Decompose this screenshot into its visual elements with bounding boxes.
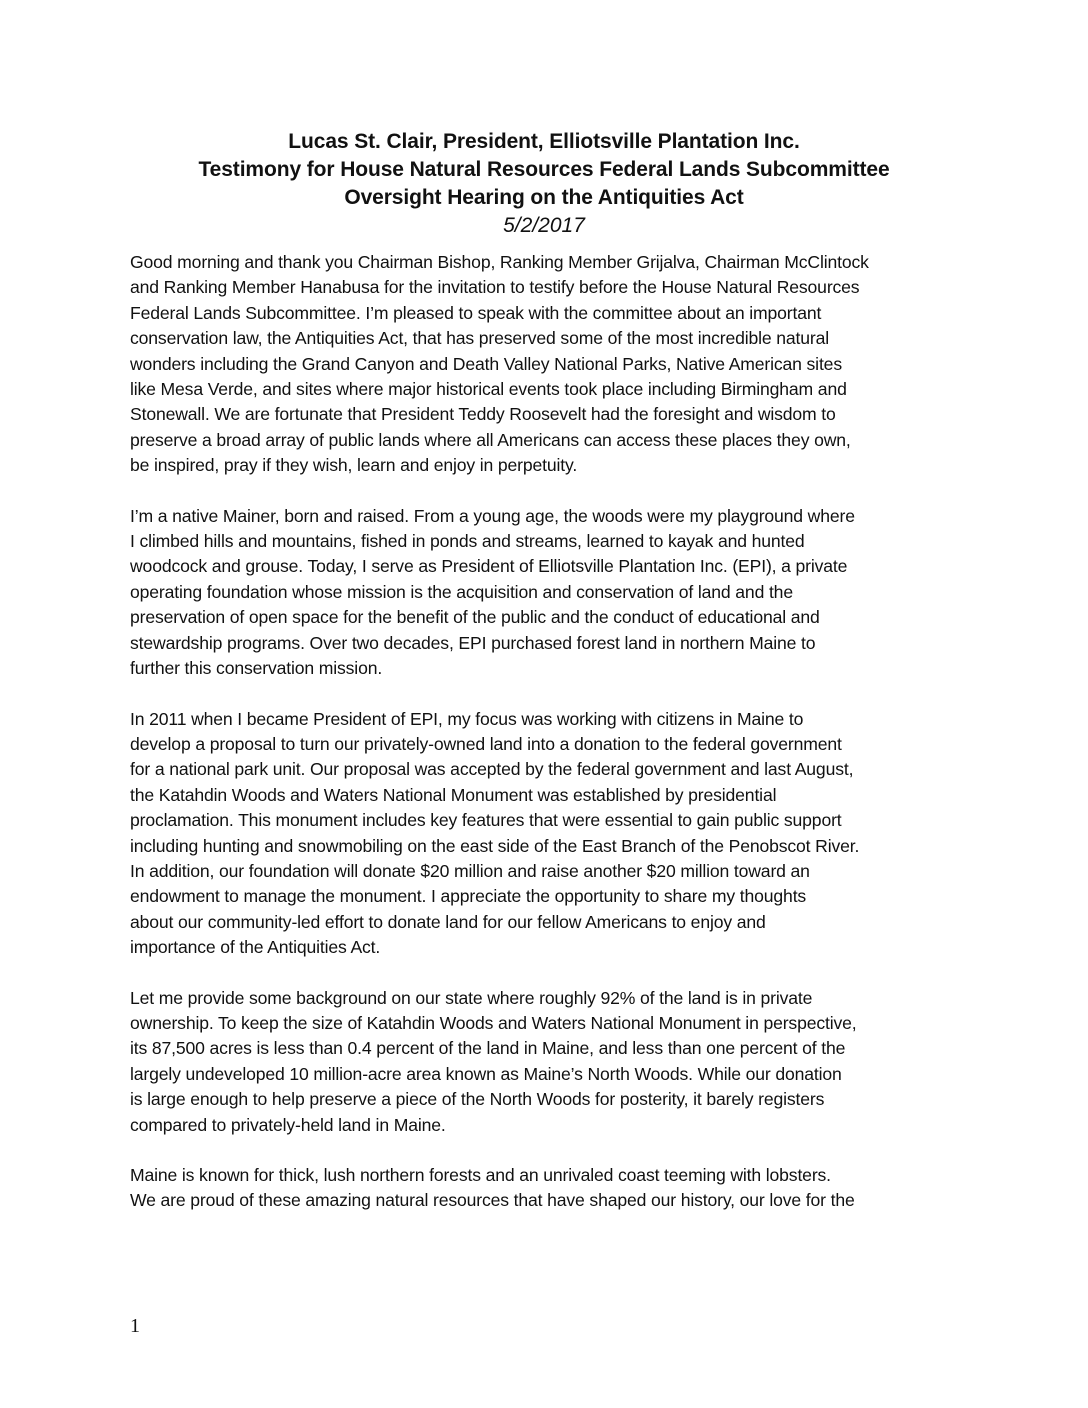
paragraph-line: Federal Lands Subcommittee. I’m pleased to speak with the committee about an important <box>130 302 822 323</box>
paragraph-line: the Katahdin Woods and Waters National Monument was established by presidential <box>130 784 777 805</box>
paragraph-line: In 2011 when I became President of EPI, my focus was working with citizens in Maine to <box>130 708 804 729</box>
paragraph-line: preservation of open space for the benefit of the public and the conduct of educational and <box>130 607 820 628</box>
paragraph-line: We are proud of these amazing natural resources that have shaped our history, our love for the <box>130 1190 855 1211</box>
paragraph-line: further this conservation mission. <box>130 658 383 679</box>
paragraph-line: importance of the Antiquities Act. <box>130 937 381 958</box>
paragraph-line: like Mesa Verde, and sites where major historical events took place including Birmingham and <box>130 379 847 400</box>
body-paragraph <box>130 250 970 479</box>
body-paragraph <box>130 707 970 961</box>
body-paragraph <box>130 986 970 1138</box>
paragraph-line: and Ranking Member Hanabusa for the invitation to testify before the House Natural Resources <box>130 277 860 298</box>
paragraph-line: is large enough to help preserve a piece of the North Woods for posterity, it barely registers <box>130 1089 825 1110</box>
paragraph-line: about our community-led effort to donate land for our fellow Americans to enjoy and <box>130 911 766 932</box>
paragraph-line: for a national park unit. Our proposal was accepted by the federal government and last August, <box>130 759 854 780</box>
paragraph-line: proclamation. This monument includes key features that were essential to gain public support <box>130 810 842 831</box>
paragraph-line: preserve a broad array of public lands where all Americans can access these places they own, <box>130 429 851 450</box>
paragraph-line: compared to privately-held land in Maine. <box>130 1114 446 1135</box>
body-paragraph <box>130 504 970 682</box>
paragraph-line: Maine is known for thick, lush northern forests and an unrivaled coast teeming with lobsters. <box>130 1165 831 1185</box>
paragraph-line: Let me provide some background on our state where roughly 92% of the land is in private <box>130 987 813 1008</box>
page-number: 1 <box>130 1315 140 1337</box>
paragraph-line: woodcock and grouse. Today, I serve as President of Elliotsville Plantation Inc. (EPI), a private <box>130 556 848 577</box>
paragraph-line: be inspired, pray if they wish, learn and enjoy in perpetuity. <box>130 455 578 476</box>
heading-date: 5/2/2017 <box>503 214 585 237</box>
paragraph-line: conservation law, the Antiquities Act, that has preserved some of the most incredible natural <box>130 328 829 349</box>
paragraph-line: ownership. To keep the size of Katahdin Woods and Waters National Monument in perspective, <box>130 1012 857 1033</box>
paragraph-line: Stonewall. We are fortunate that President Teddy Roosevelt had the foresight and wisdom to <box>130 404 836 425</box>
paragraph-line: largely undeveloped 10 million-acre area known as Maine’s North Woods. While our donation <box>130 1063 842 1084</box>
paragraph-line: wonders including the Grand Canyon and Death Valley National Parks, Native American sites <box>130 353 842 374</box>
document-body <box>130 250 970 1239</box>
paragraph-line: operating foundation whose mission is the acquisition and conservation of land and the <box>130 581 793 602</box>
paragraph-line: I climbed hills and mountains, fished in ponds and streams, learned to kayak and hunted <box>130 531 805 552</box>
paragraph-line: develop a proposal to turn our privately-owned land into a donation to the federal government <box>130 733 842 754</box>
paragraph-line: endowment to manage the monument. I appreciate the opportunity to share my thoughts <box>130 886 807 907</box>
paragraph-line: including hunting and snowmobiling on the east side of the East Branch of the Penobscot River. <box>130 835 860 856</box>
paragraph-line: In addition, our foundation will donate $20 million and raise another $20 million toward an <box>130 860 810 881</box>
paragraph-line: Good morning and thank you Chairman Bishop, Ranking Member Grijalva, Chairman McClintock <box>130 252 869 272</box>
heading-hearing-title: Oversight Hearing on the Antiquities Act <box>344 186 744 209</box>
paragraph-line: stewardship programs. Over two decades, EPI purchased forest land in northern Maine to <box>130 632 816 653</box>
paragraph-line: its 87,500 acres is less than 0.4 percent of the land in Maine, and less than one percent of the <box>130 1038 846 1059</box>
paragraph-line: I’m a native Mainer, born and raised. From a young age, the woods were my playground where <box>130 505 855 526</box>
heading-author: Lucas St. Clair, President, Elliotsville Plantation Inc. <box>288 130 800 153</box>
heading-testimony-title: Testimony for House Natural Resources Federal Lands Subcommittee <box>198 158 890 181</box>
body-paragraph <box>130 1163 970 1214</box>
document-heading <box>0 128 1088 240</box>
